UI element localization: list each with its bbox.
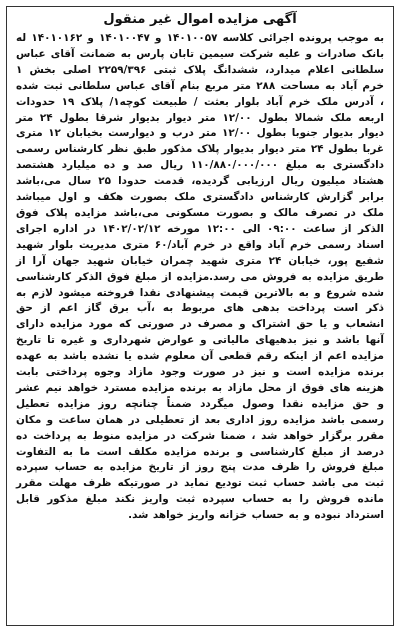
notice-title: آگهی مزایده اموال غیر منقول — [103, 12, 297, 27]
auction-notice — [6, 6, 394, 626]
notice-body: به موجب پرونده اجرائی کلاسه ۱۴۰۱۰۰۵۷ و ۱۴۰۱۰۰۴۷ و ۱۴۰۱۰۱۶۲ له بانک صادرات و علیه شرکت سیمین تابان پارس به ضمانت آقای عباس سلطانی اعلام میدارد، ششدانگ پلاک ثبتی ۲۲۵۹/۳۹۶ اصلی بخش ۱ خرم آباد به مساحت ۲۸۸ متر مربع بنام آقای عباس سلطانی ثبت شده ، آدرس ملک خرم آباد بلوار بعثت / طبیعت کوچه۱/ پلاک ۱۹ حدودات اربعه ملک شمالا بطول ۱۲/۰۰ متر دیوار بدیوار شرقا بطول ۲۴ متر دیوار بدیوار جنوبا بطول ۱۲/۰۰ متر درب و دیوارست بخیابان ۱۲ متری غربا بطول ۲۴ متر دیوار بدیوار پلاک مذکور طبق نظر کارشناس رسمی دادگستری به مبلغ ۱۱۰/۸۸۰/۰۰۰/۰۰۰ ریال صد و ده میلیارد هشتصد هشتاد میلیون ریال ارزیابی گردیده، قدمت حدودا ۲۵ سال می،باشد برابر گزارش کارشناس دادگستری ملک بصورت هکف و اول میباشد ملک در تصرف مالک و بصورت مسکونی می،باشد مزایده پلاک فوق الذکر از ساعت ۰۹:۰۰ الی ۱۲:۰۰ مورخه ۱۴۰۲/۰۲/۱۲ در اداره اجرای اسناد رسمی خرم آباد واقع در خرم آباد/۶۰ متری مدیریت بلوار شهید شفیع پور، خیابان ۲۴ متری شهید چمران خیابان شهید جهان آرا از طریق مزایده به فروش می رسد.مزایده از مبلغ فوق الذکر کارشناسی شده شروع و به بالاترین قیمت پیشنهادی نقدا فروخته میشود لازم به ذکر است پرداخت بدهی های مربوط به ،آب برق گاز اعم از حق انشعاب و یا حق اشتراک و مصرف در صورتی که مورد مزایده دارای آنها باشد و نیز بدهیهای مالیاتی و عوارض شهرداری و غیره تا تاریخ مزایده اعم از اینکه رقم قطعی آن معلوم شده یا نشده باشد به عهده برنده مزایده است و نیز در صورت وجود مازاد وجوه پرداختی بابت هزینه های فوق از محل مازاد به برنده مزایده مسترد خواهد نیم عشر و حق مزایده نقدا وصول میگردد ضمناً چنانچه روز مزایده تعطیل رسمی باشد مزایده روز اداری بعد از تعطیلی در همان ساعت و مکان مقرر برگزار خواهد شد ، ضمنا شرکت در مزایده منوط به پرداخت ده درصد از مبلغ کارشناسی و برنده مزایده مکلف است ما به التفاوت مبلغ فروش را ظرف مدت پنج روز از تاریخ مزایده به حساب سپرده ثبت می باشد حساب ثبت تودیع نماید در صورتیکه ظرف مهلت مقرر مانده فروش را به حساب سپرده ثبت واریز نکند مبلغ مذکور قابل استرداد نبوده و به حساب خزانه واریز خواهد شد. — [16, 32, 384, 522]
